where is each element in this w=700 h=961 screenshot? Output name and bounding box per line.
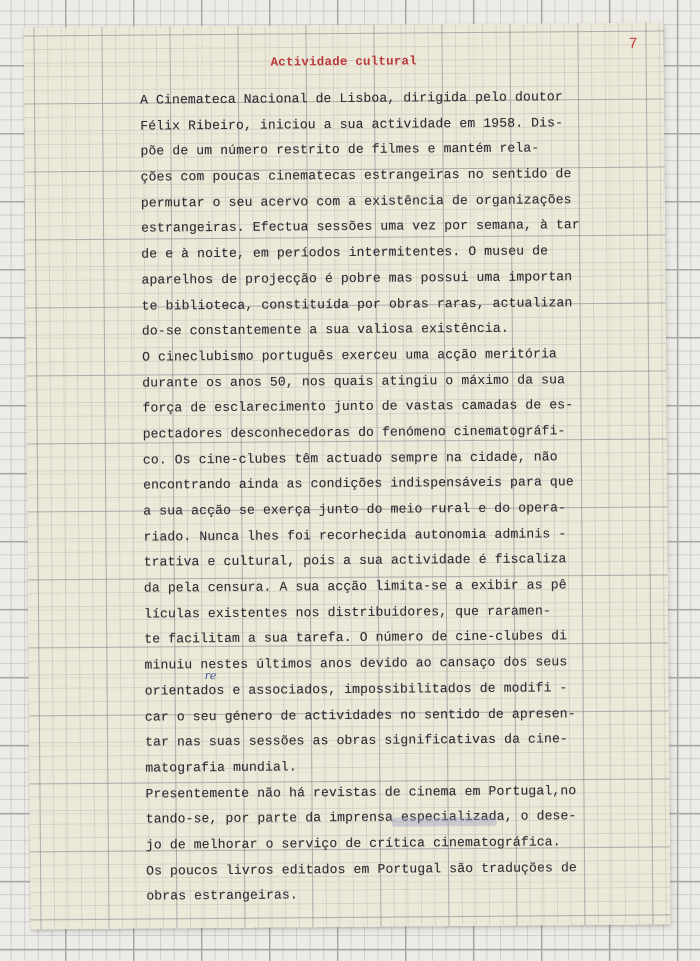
text-line: Félix Ribeiro, iniciou a sua actividade em 1958. Dis-	[140, 114, 564, 134]
text-line: pectadores desconhecedoras do fenómeno cinematográfi-	[142, 423, 566, 442]
page-title: Actividade cultural	[270, 54, 417, 70]
text-line: durante os anos 50, nos quais atingiu o máximo da sua	[142, 371, 566, 391]
typewritten-page	[23, 23, 670, 930]
text-line: põe de um número restrito de filmes e mantém rela-	[140, 140, 540, 159]
handwritten-correction: re	[204, 669, 217, 683]
text-line: encontrando ainda as condições indispensáveis para que	[143, 474, 574, 493]
text-line: Os poucos livros editados em Portugal são traduções de	[146, 859, 577, 879]
strikethrough-mark	[392, 817, 497, 827]
text-line: a sua acção se exerça junto do meio rural e do opera-	[143, 500, 567, 519]
body-text	[140, 84, 666, 910]
text-line: de e à noite, em períodos intermitentes. O museu de	[141, 243, 549, 262]
text-line: trativa e cultural, pois a sua actividade é fiscaliza	[143, 551, 567, 570]
text-line: te biblioteca, constituída por obras raras, actualizan	[141, 294, 573, 314]
text-line: te facilitam a sua tarefa. O número de cine-clubes di	[144, 628, 568, 648]
text-line: do-se constantemente a sua valiosa existência.	[141, 320, 509, 339]
text-line: obras estrangeiras.	[146, 887, 298, 904]
text-line: car o seu género de actividades no sentido de apresen-	[144, 705, 576, 725]
text-line: tando-se, por parte da imprensa especializada, o dese-	[145, 808, 577, 827]
text-line: riado. Nunca lhes foi recorhecida autonomia adminis -	[143, 525, 567, 545]
text-line: força de esclarecimento junto de vastas camadas de es-	[142, 397, 574, 416]
text-line: O cineclubismo português exerceu uma acção meritória	[142, 346, 557, 365]
text-line: tar nas suas sessões as obras significativas da cine-	[145, 731, 568, 750]
text-line: A Cinemateca Nacional de Lisboa, dirigida pelo doutor	[139, 89, 563, 108]
text-line: estrangeiras. Efectua sessões uma vez por semana, à tar	[140, 217, 580, 237]
text-line: jo de melhorar o serviço de crítica cinematográfica.	[145, 834, 561, 853]
text-line: orientados e associados, impossibilitados de modifi -	[144, 680, 568, 699]
text-line: da pela censura. A sua acção limita-se a exibir as pê	[143, 577, 567, 596]
text-line: matografia mundial.	[145, 759, 297, 776]
text-line: minuiu nestes últimos anos devido ao cansaço dos seus	[144, 654, 568, 673]
text-line: Presentemente não há revistas de cinema em Portugal,no	[145, 782, 577, 802]
text-line: co. Os cine-clubes têm actuado sempre na cidade, não	[142, 448, 558, 468]
text-line: permutar o seu acervo com a existência de organizações	[140, 191, 572, 211]
text-line: ções com poucas cinematecas estrangeiras no sentido de	[140, 166, 572, 185]
text-line: lículas existentes nos distribuidores, que raramen-	[144, 603, 551, 622]
text-line: aparelhos de projecção é pobre mas possui uma importan	[141, 269, 573, 288]
page-number: 7	[628, 35, 638, 53]
